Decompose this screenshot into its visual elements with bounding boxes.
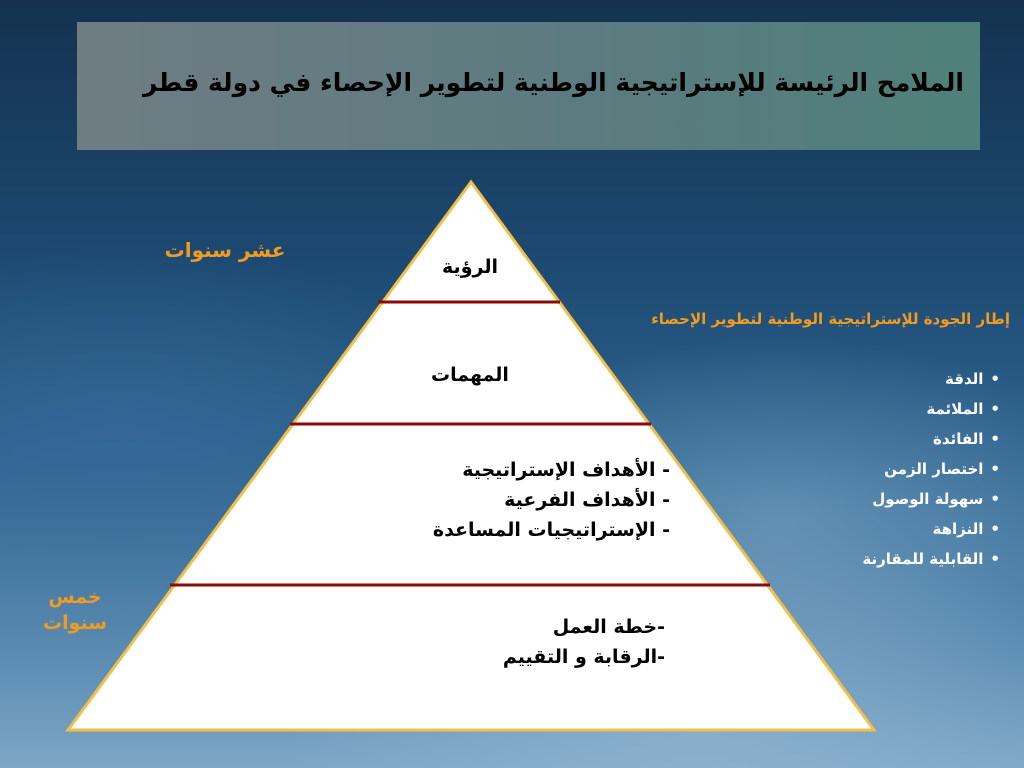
bullet-icon: • [990,370,1000,388]
bullet-icon: • [990,400,1000,418]
tier-vision-text: الرؤية [442,256,498,278]
list-item-text: سهولة الوصول [872,490,984,508]
list-item [790,544,1000,574]
slide-title: الملامح الرئيسة للإستراتيجية الوطنية لتطوير الإحصاء في دولة قطر [143,68,964,97]
list-item [790,454,1000,484]
five-years-label [30,584,120,636]
list-item-text: الدقة [945,370,984,388]
tier-objectives-line: - الإستراتيجيات المساعدة [432,519,670,541]
list-item-text: الملائمة [926,400,984,418]
tier-objectives [380,455,670,545]
tier-action-line: -خطة العمل [552,616,665,638]
tier-missions-text: المهمات [431,364,509,386]
list-item [790,514,1000,544]
tier-action-line: -الرقابة و التقييم [502,646,665,668]
tier-vision [400,252,540,282]
list-item-text: القابلية للمقارنة [862,550,984,568]
list-item [790,394,1000,424]
tier-objectives-line: - الأهداف الإستراتيجية [462,459,670,481]
tier-objectives-line: - الأهداف الفرعية [504,489,670,511]
list-item [790,484,1000,514]
bullet-icon: • [990,460,1000,478]
list-item-text: النزاهة [932,520,984,538]
five-years-line-1: خمس [48,586,102,608]
quality-criteria-list [790,364,1000,574]
ten-years-label: عشر سنوات [164,238,286,262]
list-item-text: اختصار الزمن [884,460,984,478]
list-item-text: الفائدة [933,430,984,448]
list-item [790,424,1000,454]
bullet-icon: • [990,430,1000,448]
tier-missions [400,360,540,390]
bullet-icon: • [990,490,1000,508]
bullet-icon: • [990,520,1000,538]
list-item [790,364,1000,394]
bullet-icon: • [990,550,1000,568]
five-years-line-2: سنوات [43,612,107,634]
quality-framework-title: إطار الجودة للإستراتيجية الوطنية لتطوير الإحصاء [651,310,1010,328]
tier-action-plan [440,612,665,672]
